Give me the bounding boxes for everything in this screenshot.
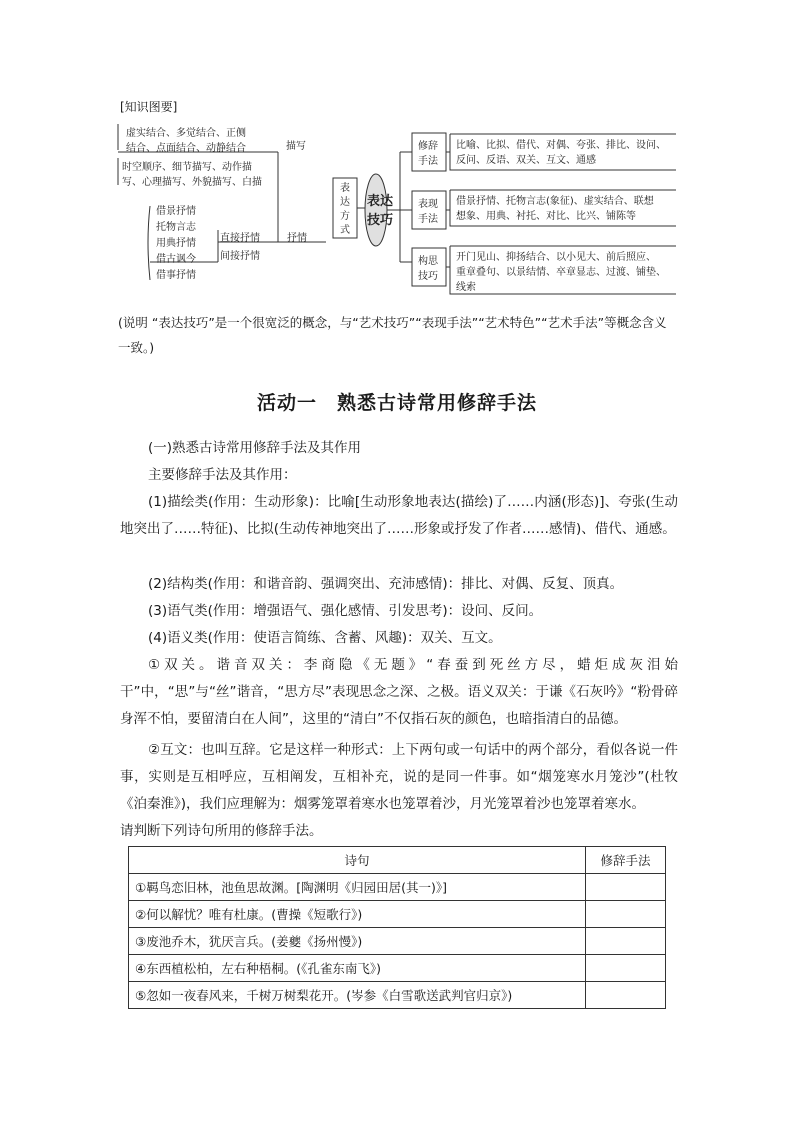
branch-3-label-line-2: 技巧 (418, 271, 438, 282)
activity-title: 活动一 熟悉古诗常用修辞手法 (256, 392, 537, 414)
paragraph-descriptive: (1)描绘类(作用：生动形象)：比喻[生动形象地表达(描绘)了……内涵(形态)]、夸张(生动地突出了……特征)、比拟(生动传神地突出了……形象或抒发了作者……感情)、借代、通感。 (120, 494, 678, 537)
branch-2-label-line-2: 手法 (418, 214, 438, 225)
paragraph-semantic: (4)语义类(作用：使语言简练、含蓄、风趣)：双关、互文。 (148, 630, 502, 646)
indirect-item-1: 借景抒情 (156, 206, 196, 217)
describe-item-1-line-1: 虚实结合、多觉结合、正侧 (126, 128, 246, 139)
branch-3-label-line-1: 构思 (418, 256, 438, 267)
table-row (129, 928, 666, 955)
table-row (129, 955, 666, 982)
poem-cell: ①羁鸟恋旧林，池鱼思故渊。[陶渊明《归园田居(其一)》] (129, 874, 586, 901)
subtitle: 主要修辞手法及其作用： (148, 467, 297, 483)
answer-cell[interactable] (586, 955, 666, 982)
indirect-item-5: 借事抒情 (156, 270, 196, 281)
indirect-express-label: 间接抒情 (220, 251, 260, 262)
indirect-item-3: 用典抒情 (156, 238, 196, 249)
section-title: (一)熟悉古诗常用修辞手法及其作用 (148, 440, 362, 456)
explanatory-note: (说明 “表达技巧”是一个很宽泛的概念，与“艺术技巧”“表现手法”“艺术特色”“艺术手法”等概念含义一致。) (118, 315, 667, 355)
vertical-label-char-1: 表 (340, 183, 350, 194)
poem-cell: ③废池乔木，犹厌言兵。(姜夔《扬州慢》) (129, 928, 586, 955)
branch-3-line-1: 开门见山、抑扬结合、以小见大、前后照应、 (456, 252, 656, 263)
branch-1-label-line-1: 修辞 (418, 141, 438, 152)
branch-3-line-3: 线索 (456, 282, 476, 293)
describe-label: 描写 (286, 141, 306, 152)
indirect-item-2: 托物言志 (156, 222, 196, 233)
header-technique: 修辞手法 (586, 847, 666, 874)
branch-1-line-1: 比喻、比拟、借代、对偶、夸张、排比、设问、 (456, 140, 666, 151)
branch-2-label-line-1: 表现 (418, 199, 438, 210)
header-poem: 诗句 (129, 847, 586, 874)
exercise-prompt: 请判断下列诗句所用的修辞手法。 (120, 823, 323, 839)
vertical-label-char-3: 方 (340, 211, 350, 222)
describe-item-1-line-2: 结合、点面结合、动静结合 (126, 143, 246, 154)
paragraph-intertext: ②互文：也叫互辞。它是这样一种形式：上下两句或一句话中的两个部分，看似各说一件事，实则是互相呼应，互相阐发，互相补充，说的是同一件事。如“烟笼寒水月笼沙”(杜牧《泊秦淮》)，我们应理解为：烟雾笼罩着寒水也笼罩着沙，月光笼罩着沙也笼罩着寒水。 (120, 742, 678, 812)
hub-capsule (365, 174, 387, 246)
answer-cell[interactable] (586, 901, 666, 928)
indirect-brace (148, 206, 150, 280)
answer-cell[interactable] (586, 928, 666, 955)
poem-cell: ④东西植松柏，左右种梧桐。(《孔雀东南飞》) (129, 955, 586, 982)
table-row (129, 874, 666, 901)
paragraph-tone: (3)语气类(作用：增强语气、强化感情、引发思考)：设问、反问。 (148, 603, 543, 619)
vertical-label-char-2: 达 (340, 197, 350, 208)
paragraph-pun: ①双关。谐音双关：李商隐《无题》“春蚕到死丝方尽，蜡炬成灰泪始干”中，“思”与“丝”谐音，“思方尽”表现思念之深、之极。语义双关：于谦《石灰吟》“粉骨碎身浑不怕，要留清白在人间”，这里的“清白”不仅指石灰的颜色，也暗指清白的品德。 (120, 657, 678, 727)
hub-line-2: 技巧 (367, 213, 394, 228)
poem-cell: ②何以解忧？唯有杜康。(曹操《短歌行》) (129, 901, 586, 928)
answer-cell[interactable] (586, 982, 666, 1009)
answer-cell[interactable] (586, 874, 666, 901)
table-row (129, 982, 666, 1009)
branch-1-line-2: 反问、反语、双关、互文、通感 (456, 155, 596, 166)
direct-express-label: 直接抒情 (220, 233, 260, 244)
branch-3-line-2: 重章叠句、以景结情、卒章显志、过渡、铺垫、 (456, 267, 666, 278)
branch-2-line-1: 借景抒情、托物言志(象征)、虚实结合、联想 (456, 196, 654, 207)
table-header-row (129, 847, 666, 874)
indirect-item-4: 借古讽今 (156, 254, 196, 265)
exercise-table (128, 846, 666, 1009)
poem-cell: ⑤忽如一夜春风来，千树万树梨花开。(岑参《白雪歌送武判官归京》) (129, 982, 586, 1009)
vertical-label-char-4: 式 (340, 225, 350, 236)
branch-2-line-2: 想象、用典、衬托、对比、比兴、铺陈等 (456, 211, 636, 222)
table-row (129, 901, 666, 928)
branch-1-label-line-2: 手法 (418, 156, 438, 167)
express-label: 抒情 (287, 233, 307, 244)
describe-item-2-line-2: 写、心理描写、外貌描写、白描 (122, 177, 262, 188)
describe-item-2-line-1: 时空顺序、细节描写、动作描 (122, 162, 252, 173)
hub-line-1: 表达 (367, 194, 394, 209)
knowledge-mind-map (0, 0, 794, 305)
knowledge-map-tag: [知识图要] (120, 100, 178, 114)
paragraph-structural: (2)结构类(作用：和谐音韵、强调突出、充沛感情)：排比、对偶、反复、顶真。 (148, 576, 624, 592)
